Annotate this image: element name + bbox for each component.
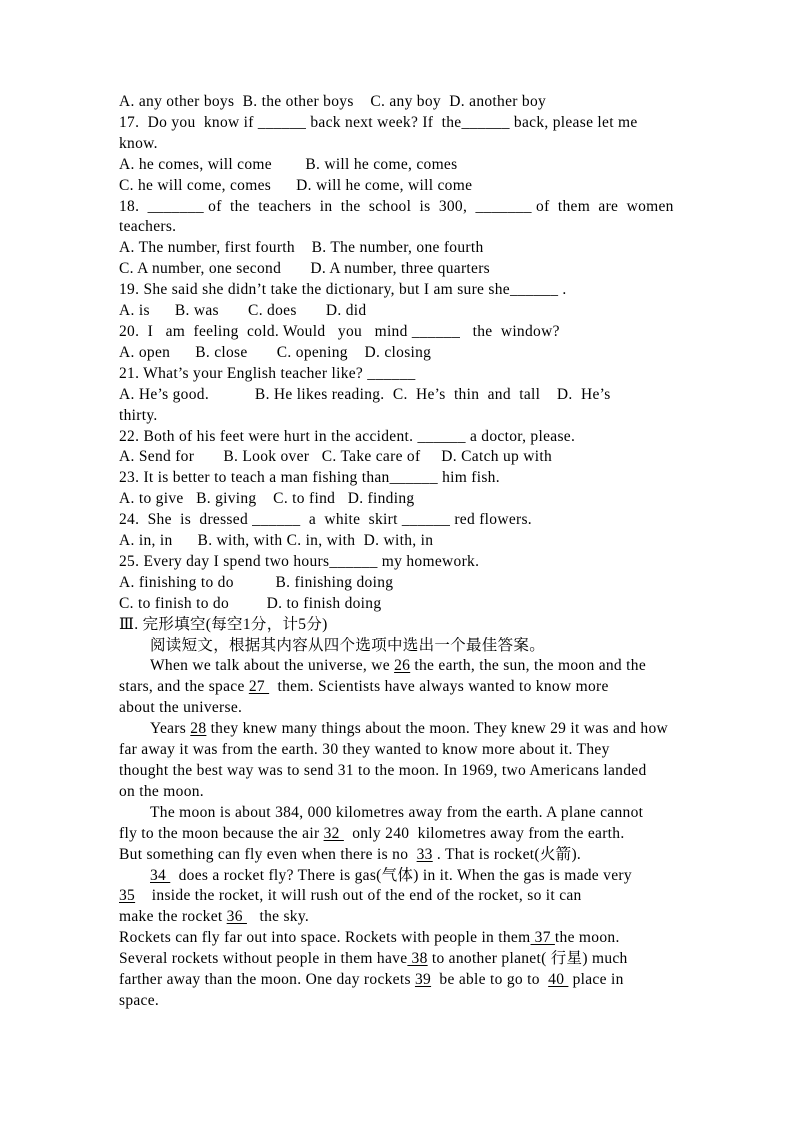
- text-segment: space.: [119, 991, 160, 1009]
- text-segment: about the universe.: [119, 699, 243, 717]
- text-line: [119, 447, 681, 468]
- text-line: [119, 886, 681, 907]
- text-segment: A. in, in B. with, with C. in, with D. with, in: [119, 532, 434, 550]
- text-line: [119, 928, 681, 949]
- text-line: [119, 782, 681, 803]
- text-segment: 24. She is dressed ______ a white skirt ______ red flowers.: [119, 511, 532, 529]
- text-segment: 21. What’s your English teacher like? ______: [119, 364, 416, 382]
- text-segment: A. he comes, will come B. will he come, comes: [119, 155, 458, 173]
- cloze-blank-number: 39: [414, 971, 432, 989]
- text-segment: thirty.: [119, 406, 158, 424]
- text-segment: A. open B. close C. opening D. closing: [119, 343, 432, 361]
- cloze-blank-number: 35: [119, 887, 136, 905]
- text-segment: the moon.: [554, 929, 620, 947]
- text-line: [119, 489, 681, 510]
- cloze-blank-number: 33: [416, 845, 433, 863]
- text-line: [119, 176, 681, 197]
- text-line: [119, 155, 681, 176]
- text-segment: 17. Do you know if ______ back next week? If the______ back, please let me: [119, 113, 638, 131]
- text-line: [119, 364, 681, 385]
- text-line: [119, 92, 681, 113]
- text-segment: they knew many things about the moon. They knew 29 it was and how: [206, 720, 669, 738]
- text-line: [119, 573, 681, 594]
- text-segment: farther away than the moon. One day rockets: [119, 971, 415, 989]
- text-segment: teachers.: [119, 218, 177, 236]
- text-line: [119, 385, 681, 406]
- document-text-block: [119, 92, 681, 1012]
- text-segment: Ⅲ. 完形填空(每空1分，计5分): [119, 615, 328, 633]
- text-segment: to another planet( 行星) much: [427, 950, 628, 968]
- text-line: [119, 343, 681, 364]
- text-segment: the earth, the sun, the moon and the: [410, 657, 646, 675]
- text-line: [119, 217, 681, 238]
- text-line: [119, 866, 681, 887]
- text-line: [119, 280, 681, 301]
- text-segment: A. is B. was C. does D. did: [119, 302, 367, 320]
- cloze-blank-number: 26: [394, 657, 411, 675]
- text-line: [119, 824, 681, 845]
- text-segment: place in: [568, 971, 624, 989]
- text-segment: on the moon.: [119, 782, 204, 800]
- cloze-blank-number: 34: [150, 866, 171, 884]
- text-line: [119, 719, 681, 740]
- text-segment: A. finishing to do B. finishing doing: [119, 573, 394, 591]
- text-segment: 20. I am feeling cold. Would you mind ______ the window?: [119, 322, 560, 340]
- text-line: [119, 845, 681, 866]
- text-line: [119, 552, 681, 573]
- text-line: [119, 259, 681, 280]
- text-segment: 18. _______ of the teachers in the school is 300, _______ of them are women: [119, 197, 674, 215]
- text-segment: thought the best way was to send 31 to the moon. In 1969, two Americans landed: [119, 762, 647, 779]
- text-segment: know.: [119, 134, 158, 152]
- text-segment: A. Send for B. Look over C. Take care of D. Catch up with: [119, 448, 553, 466]
- text-line: [119, 594, 681, 615]
- text-segment: A. any other boys B. the other boys C. any boy D. another boy: [119, 93, 547, 110]
- text-segment: C. to finish to do D. to finish doing: [119, 594, 382, 612]
- text-segment: be able to go to: [431, 971, 549, 989]
- text-segment: 25. Every day I spend two hours______ my homework.: [119, 552, 480, 570]
- text-segment: them. Scientists have always wanted to know more: [269, 678, 609, 696]
- text-line: [119, 740, 681, 761]
- cloze-blank-number: 37: [530, 929, 555, 947]
- text-line: [119, 113, 681, 134]
- text-line: [119, 907, 681, 928]
- text-line: [119, 238, 681, 259]
- text-line: [119, 197, 681, 218]
- cloze-blank-number: 28: [190, 720, 207, 738]
- cloze-blank-number: 27: [248, 678, 270, 696]
- text-line: [119, 134, 681, 155]
- text-line: [119, 698, 681, 719]
- text-segment: A. The number, first fourth B. The number, one fourth: [119, 239, 484, 257]
- text-segment: the sky.: [246, 908, 310, 926]
- text-line: [119, 406, 681, 427]
- text-segment: 22. Both of his feet were hurt in the accident. ______ a doctor, please.: [119, 427, 576, 445]
- text-line: [119, 803, 681, 824]
- text-line: [119, 949, 681, 970]
- cloze-blank-number: 38: [407, 950, 428, 968]
- text-segment: C. A number, one second D. A number, three quarters: [119, 260, 490, 278]
- text-segment: 23. It is better to teach a man fishing than______ him fish.: [119, 469, 500, 487]
- text-line: [119, 427, 681, 448]
- cloze-blank-number: 32: [323, 824, 344, 842]
- text-segment: Rockets can fly far out into space. Rockets with people in them: [119, 929, 531, 947]
- text-segment: . That is rocket(火箭).: [432, 845, 582, 863]
- text-segment: A. He’s good. B. He likes reading. C. He’s thin and tall D. He’s: [119, 385, 611, 403]
- text-segment: When we talk about the universe, we: [150, 657, 395, 675]
- cloze-blank-number: 40: [548, 971, 569, 989]
- text-segment: does a rocket fly? There is gas(气体) in it. When the gas is made very: [170, 866, 632, 884]
- text-line: [119, 656, 681, 677]
- text-line: [119, 761, 681, 782]
- text-line: [119, 531, 681, 552]
- text-line: [119, 301, 681, 322]
- text-segment: Years: [150, 720, 191, 738]
- text-segment: fly to the moon because the air: [119, 824, 324, 842]
- text-segment: A. to give B. giving C. to find D. finding: [119, 490, 415, 508]
- text-line: [119, 970, 681, 991]
- text-segment: far away it was from the earth. 30 they wanted to know more about it. They: [119, 741, 610, 759]
- text-segment: Several rockets without people in them have: [119, 950, 408, 968]
- text-line: [119, 991, 681, 1012]
- text-segment: stars, and the space: [119, 678, 249, 696]
- text-line: [119, 468, 681, 489]
- text-segment: inside the rocket, it will rush out of the end of the rocket, so it can: [135, 887, 582, 905]
- text-line: [119, 636, 681, 657]
- text-segment: But something can fly even when there is no: [119, 845, 417, 863]
- text-line: [119, 615, 681, 636]
- text-segment: The moon is about 384, 000 kilometres away from the earth. A plane cannot: [150, 803, 644, 821]
- text-segment: 19. She said she didn’t take the dictionary, but I am sure she______ .: [119, 281, 567, 299]
- text-segment: C. he will come, comes D. will he come, will come: [119, 176, 473, 194]
- cloze-blank-number: 36: [226, 908, 247, 926]
- text-segment: make the rocket: [119, 908, 227, 926]
- text-line: [119, 510, 681, 531]
- text-line: [119, 322, 681, 343]
- text-segment: only 240 kilometres away from the earth.: [343, 824, 625, 842]
- text-segment: 阅读短文，根据其内容从四个选项中选出一个最佳答案。: [150, 636, 546, 654]
- text-line: [119, 677, 681, 698]
